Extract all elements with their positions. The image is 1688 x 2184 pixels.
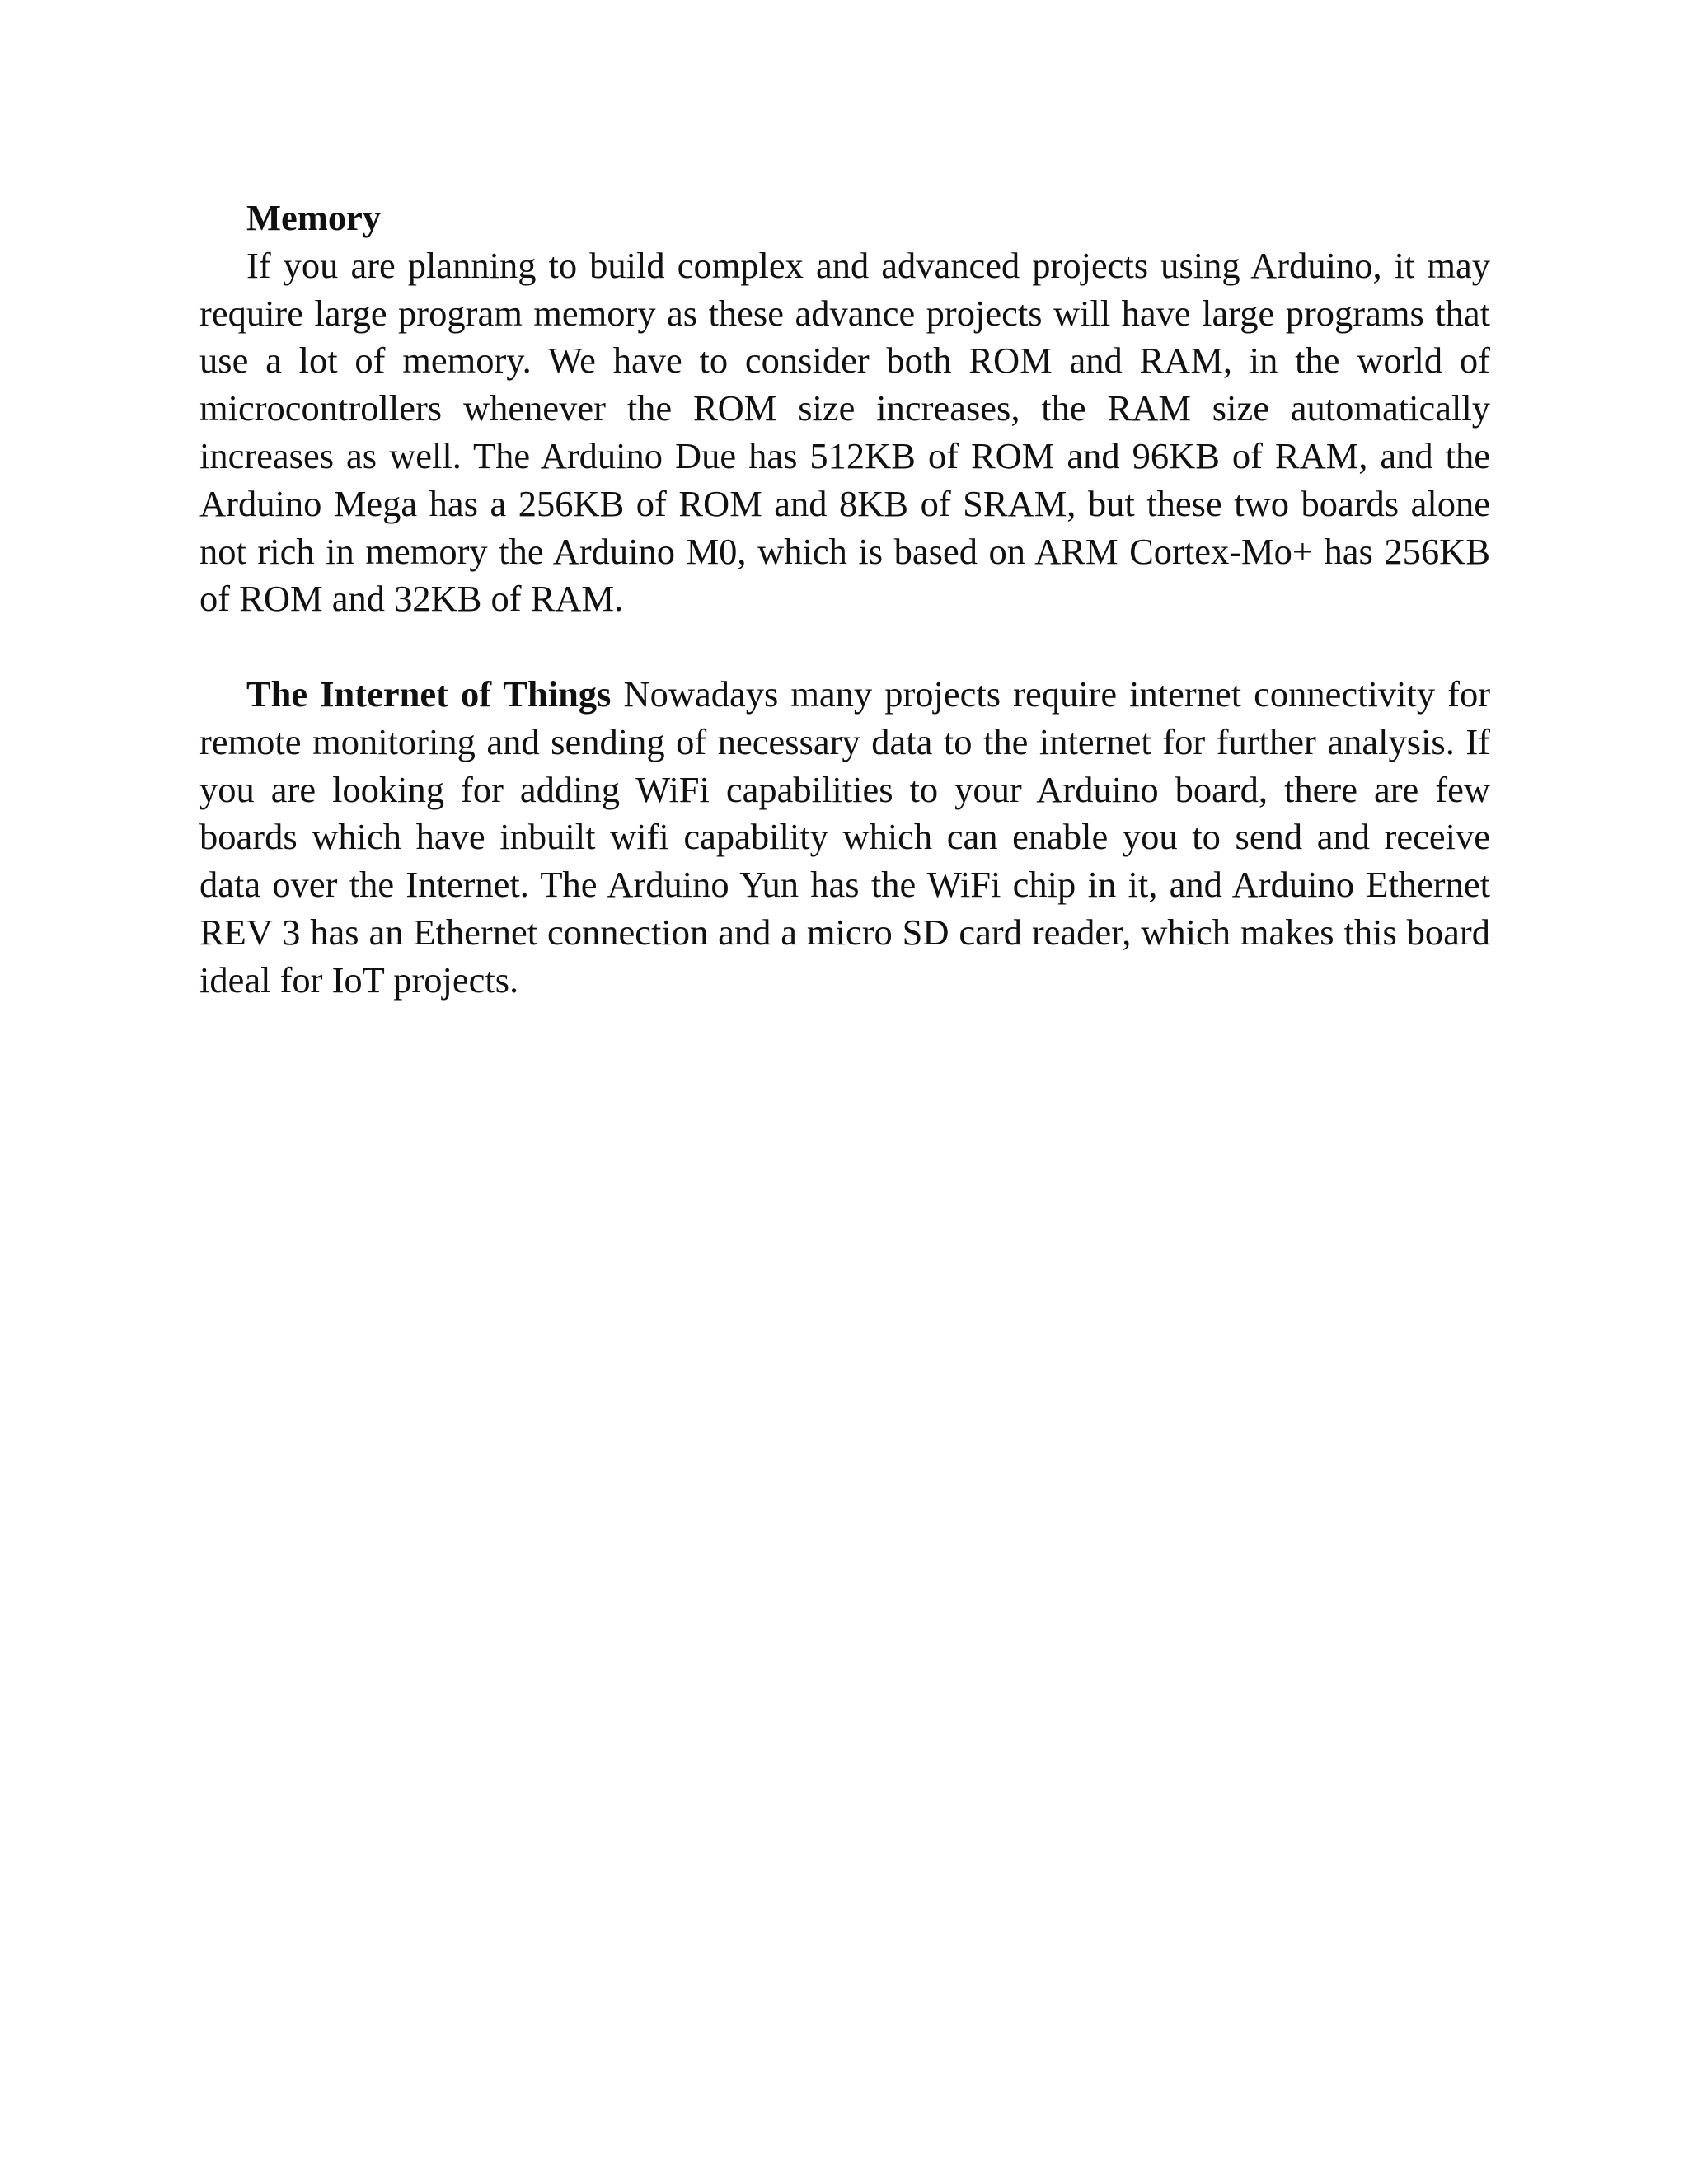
document-body: [199, 194, 1490, 1005]
iot-heading: The Internet of Things: [246, 673, 612, 715]
section-spacer: [199, 623, 1490, 671]
iot-body: Nowadays many projects require internet connectivity for remote monitoring and sending of necessary data to the internet for further analysis. If you are looking for adding WiFi capabilities to your Arduino board, there are few boards which have inbuilt wifi capability which can enable you to send and receive data over the Internet. The Arduino Yun has the WiFi chip in it, and Arduino Ethernet REV 3 has an Ethernet connection and a micro SD card reader, which makes this board ideal for IoT projects.: [199, 673, 1491, 1001]
memory-section: [199, 194, 1490, 623]
iot-paragraph: [199, 671, 1490, 1005]
iot-section: [199, 671, 1490, 1005]
memory-heading: Memory: [246, 197, 382, 238]
memory-paragraph: If you are planning to build complex and advanced projects using Arduino, it may require large program memory as these advance projects will have large programs that use a lot of memory. We have to consider both ROM and RAM, in the world of microcontrollers whenever the ROM size increases, the RAM size automatically increases as well. The Arduino Due has 512KB of ROM and 96KB of RAM, and the Arduino Mega has a 256KB of ROM and 8KB of SRAM, but these two boards alone not rich in memory the Arduino M0, which is based on ARM Cortex-Mo+ has 256KB of ROM and 32KB of RAM.: [199, 244, 1490, 620]
